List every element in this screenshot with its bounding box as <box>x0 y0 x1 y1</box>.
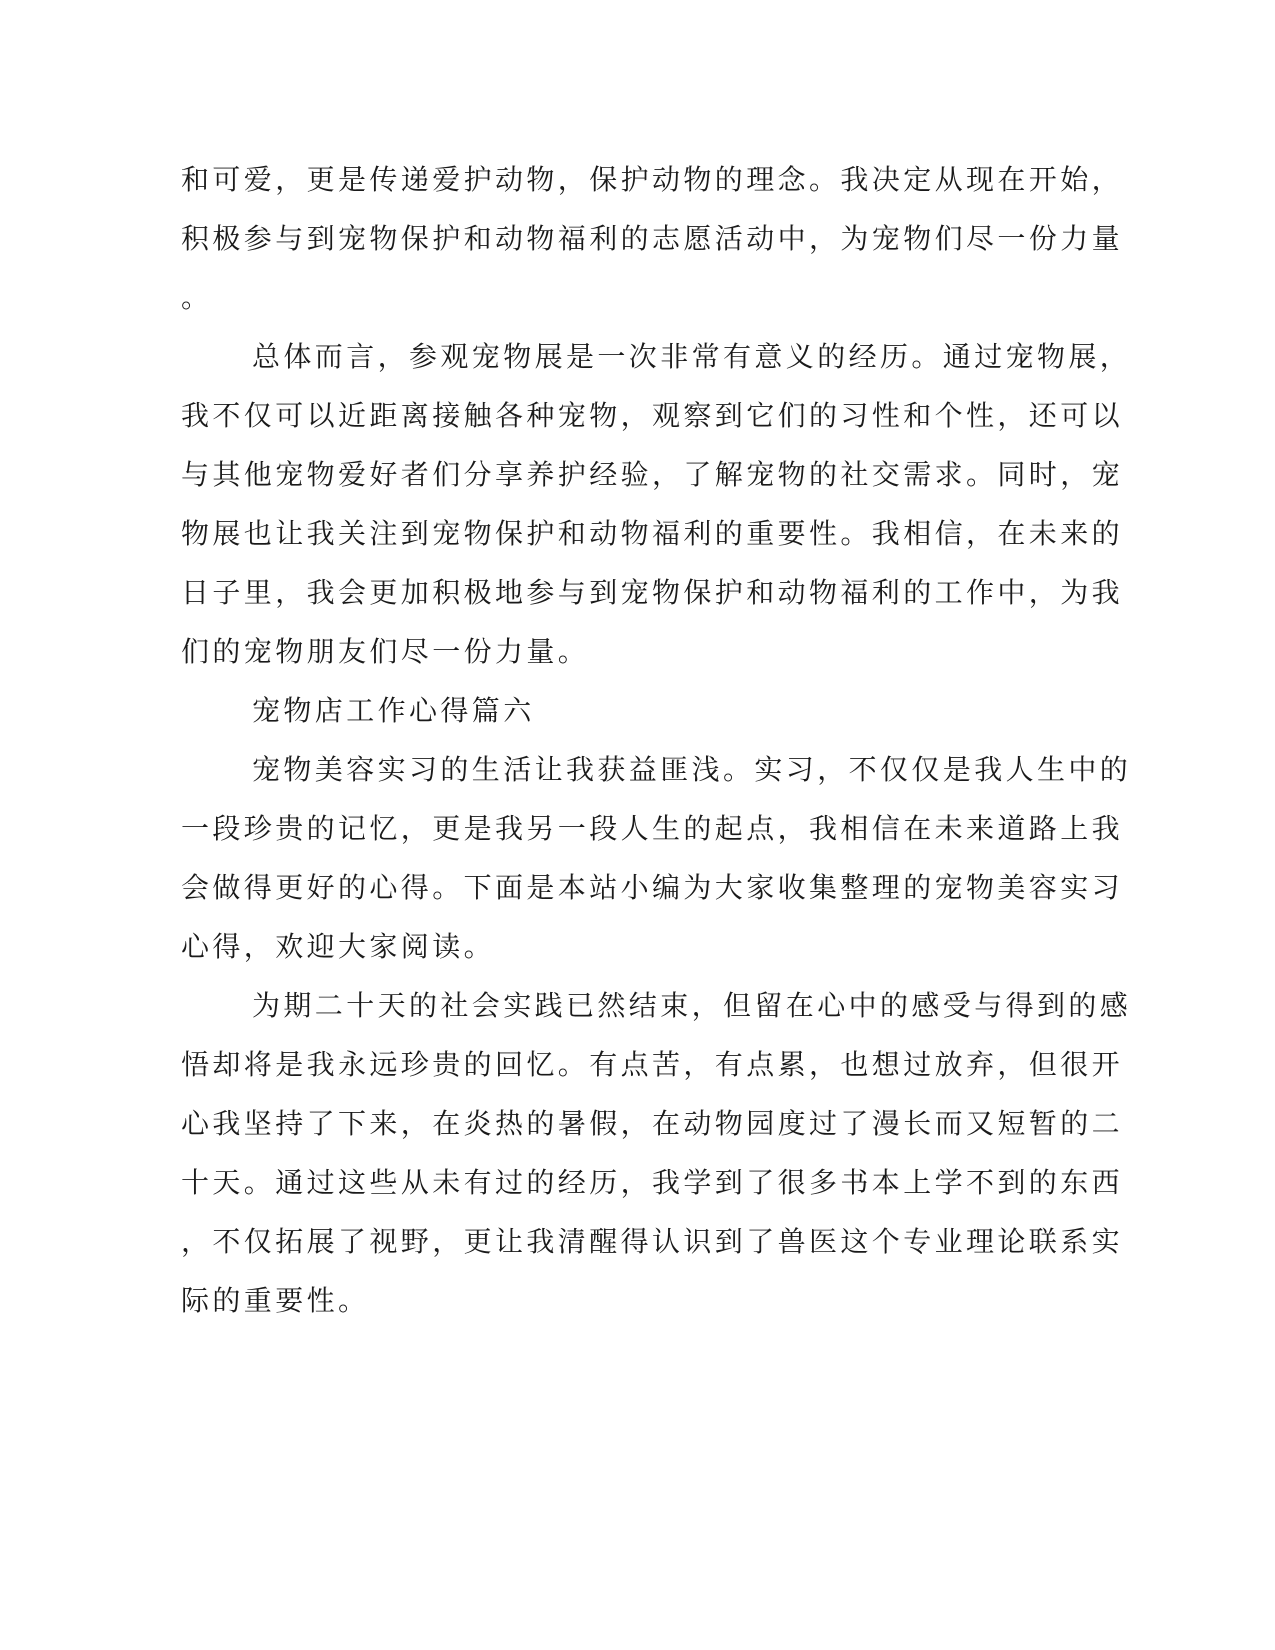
text-line: 们的宠物朋友们尽一份力量。 <box>181 635 590 668</box>
text-line: 心我坚持了下来，在炎热的暑假，在动物园度过了漫长而又短暂的二 <box>181 1107 1124 1140</box>
text-line: 为期二十天的社会实践已然结束，但留在心中的感受与得到的感 <box>252 989 1132 1022</box>
text-line: 际的重要性。 <box>181 1284 370 1317</box>
text-line: 悟却将是我永远珍贵的回忆。有点苦，有点累，也想过放弃，但很开 <box>181 1048 1124 1081</box>
section-heading: 宠物店工作心得篇六 <box>252 694 535 727</box>
text-line: 。 <box>181 281 213 314</box>
text-line: ，不仅拓展了视野，更让我清醒得认识到了兽医这个专业理论联系实 <box>181 1225 1124 1258</box>
text-line: 日子里，我会更加积极地参与到宠物保护和动物福利的工作中，为我 <box>181 576 1124 609</box>
text-line: 一段珍贵的记忆，更是我另一段人生的起点，我相信在未来道路上我 <box>181 812 1124 845</box>
text-line: 积极参与到宠物保护和动物福利的志愿活动中，为宠物们尽一份力量 <box>181 222 1124 255</box>
text-line: 心得，欢迎大家阅读。 <box>181 930 496 963</box>
text-line: 会做得更好的心得。下面是本站小编为大家收集整理的宠物美容实习 <box>181 871 1124 904</box>
text-line: 我不仅可以近距离接触各种宠物，观察到它们的习性和个性，还可以 <box>181 399 1124 432</box>
text-line: 和可爱，更是传递爱护动物，保护动物的理念。我决定从现在开始， <box>181 163 1124 196</box>
text-line: 总体而言，参观宠物展是一次非常有意义的经历。通过宠物展， <box>252 340 1132 373</box>
text-line: 与其他宠物爱好者们分享养护经验，了解宠物的社交需求。同时，宠 <box>181 458 1124 491</box>
text-line: 物展也让我关注到宠物保护和动物福利的重要性。我相信，在未来的 <box>181 517 1124 550</box>
text-line: 十天。通过这些从未有过的经历，我学到了很多书本上学不到的东西 <box>181 1166 1124 1199</box>
text-line: 宠物美容实习的生活让我获益匪浅。实习，不仅仅是我人生中的 <box>252 753 1132 786</box>
